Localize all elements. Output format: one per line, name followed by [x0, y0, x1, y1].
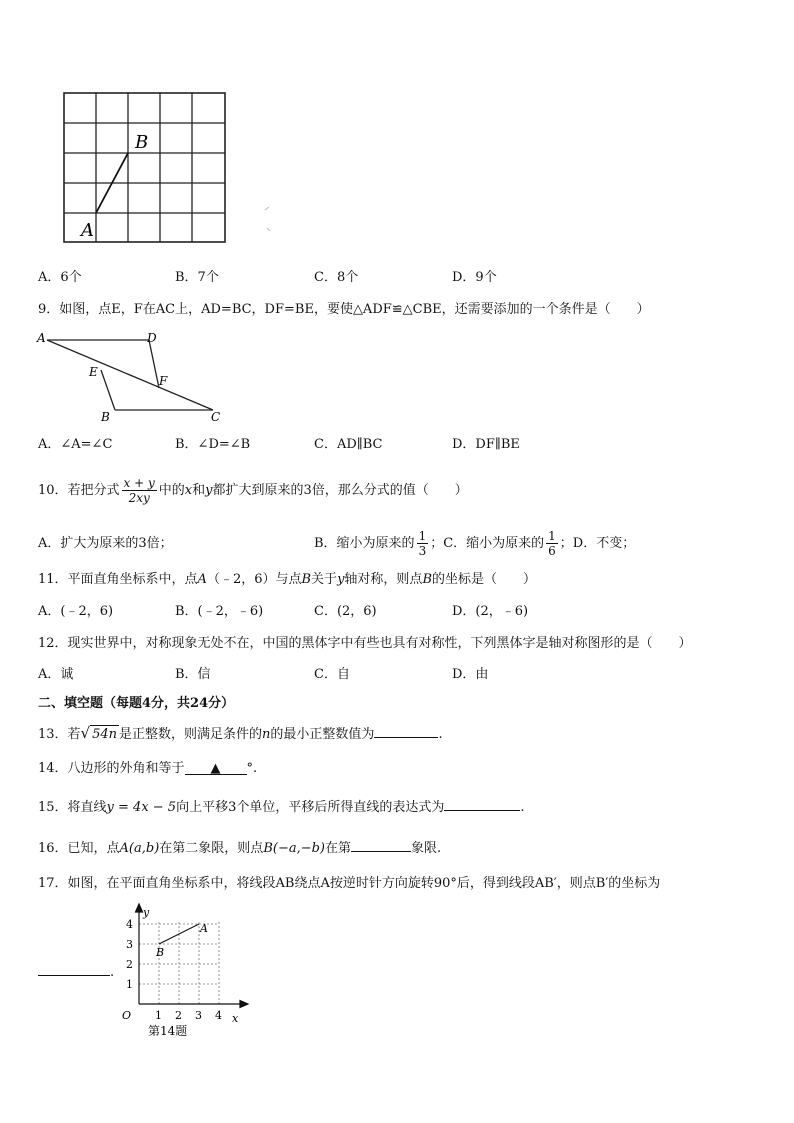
q16-text: 16．已知，点A(a,b)在第二象限，则点B(−a,−b)在第 象限. [38, 837, 441, 858]
fig9-label-f: F [159, 374, 168, 388]
coord-y-label: y [143, 906, 150, 919]
q10-option-d[interactable]: ；D．不变； [559, 536, 636, 551]
fig9-label-d: D [147, 331, 157, 345]
q8-option-c[interactable]: C．8个 [314, 270, 359, 285]
grid-figure [55, 88, 285, 248]
fig9-label-b: B [101, 410, 110, 424]
quadrilateral-figure [35, 328, 235, 428]
q11-option-b[interactable]: B．(﹣2，﹣6) [175, 604, 264, 619]
q13-answer-blank[interactable] [374, 723, 438, 738]
q10-option-a[interactable]: A．扩大为原来的3倍； [38, 536, 173, 551]
q10-options-bcd [314, 526, 635, 562]
q10-text: 10．若把分式 $\frac{x + y}{2xy}$ 中的x和y都扩大到原来的3倍，那么分式的值（ ） [38, 476, 468, 505]
q17-answer-line: . [38, 961, 114, 982]
q15-expression: y = 4x − 5 [106, 800, 177, 815]
q11-option-d[interactable]: D．(2，﹣6) [452, 604, 529, 619]
triangle-icon: ▲ [210, 761, 221, 776]
q16-answer-blank[interactable] [351, 837, 411, 852]
fig9-label-e: E [89, 365, 98, 379]
q12-option-a[interactable]: A．诚 [38, 667, 74, 682]
q10-options [38, 526, 173, 562]
coord-point-b: B [156, 946, 165, 959]
coord-point-a: A [200, 922, 208, 935]
coord-y-tick-1: 1 [126, 978, 133, 991]
q9-option-d[interactable]: D．DF∥BE [452, 437, 520, 452]
coord-origin: O [122, 1009, 132, 1022]
q15-text: 15．将直线y = 4x − 5向上平移3个单位，平移后所得直线的表达式为 . [38, 796, 525, 817]
grid-label-a: A [81, 220, 94, 241]
q17-answer-blank[interactable] [38, 961, 110, 976]
q15-answer-blank[interactable] [444, 796, 520, 811]
q17-text: 17．如图，在平面直角坐标系中，将线段AB绕点A按逆时针方向旋转90°后，得到线段AB′，则点B′的坐标为 [38, 876, 661, 891]
coord-y-tick-3: 3 [126, 938, 133, 951]
q10-option-b[interactable]: B．缩小为原来的 $\frac{1}{3}$ [314, 529, 427, 558]
fig9-label-c: C [211, 410, 221, 424]
grid-label-b: B [135, 132, 149, 153]
q12-option-b[interactable]: B．信 [175, 667, 211, 682]
q8-option-d[interactable]: D．9个 [452, 270, 497, 285]
coord-x-tick-2: 2 [175, 1009, 182, 1022]
q8-option-b[interactable]: B．7个 [175, 270, 219, 285]
q12-text: 12．现实世界中，对称现象无处不在，中国的黑体字中有些也具有对称性，下列黑体字是轴对称图形的是（ ） [38, 636, 692, 651]
coord-x-tick-4: 4 [215, 1009, 222, 1022]
q10-frac-den: 2xy [128, 491, 150, 505]
q9-option-a[interactable]: A．∠A=∠C [38, 437, 113, 452]
coord-x-tick-3: 3 [195, 1009, 202, 1022]
q11-text: 11．平面直角坐标系中，点A（﹣2，6）与点B关于y轴对称，则点B的坐标是（ ） [38, 572, 537, 587]
coord-y-tick-2: 2 [126, 958, 133, 971]
coord-x-label: x [232, 1012, 239, 1025]
q11-option-c[interactable]: C．(2，6) [314, 604, 377, 619]
coord-y-tick-4: 4 [126, 918, 133, 931]
q9-text: 9．如图，点E，F在AC上，AD=BC，DF=BE，要使△ADF≌△CBE，还需要添加的一个条件是（ ） [38, 302, 650, 317]
q9-option-c[interactable]: C．AD∥BC [314, 437, 383, 452]
q8-option-a[interactable]: A．6个 [38, 270, 82, 285]
q10-frac-num: x + y [123, 476, 155, 490]
coord-caption: 第14题 [148, 1024, 188, 1038]
q13-radicand: 54n [92, 727, 118, 742]
q10-option-c[interactable]: ；C．缩小为原来的 $\frac{1}{6}$ [430, 529, 556, 558]
q13-text: 13．若√ 54n 是正整数，则满足条件的n的最小正整数值为 . [38, 724, 443, 742]
q11-option-a[interactable]: A．(﹣2，6) [38, 604, 114, 619]
q12-option-c[interactable]: C．自 [314, 667, 350, 682]
q14-answer-blank[interactable] [185, 760, 247, 775]
section-2-title: 二、填空题（每题4分，共24分） [38, 696, 235, 711]
fig9-label-a: A [37, 331, 46, 345]
coordinate-figure [118, 902, 258, 1042]
q14-text: 14．八边形的外角和等于 ▲ °. [38, 761, 258, 776]
coord-x-tick-1: 1 [155, 1009, 162, 1022]
q12-option-d[interactable]: D．由 [452, 667, 489, 682]
q9-option-b[interactable]: B．∠D=∠B [175, 437, 251, 452]
